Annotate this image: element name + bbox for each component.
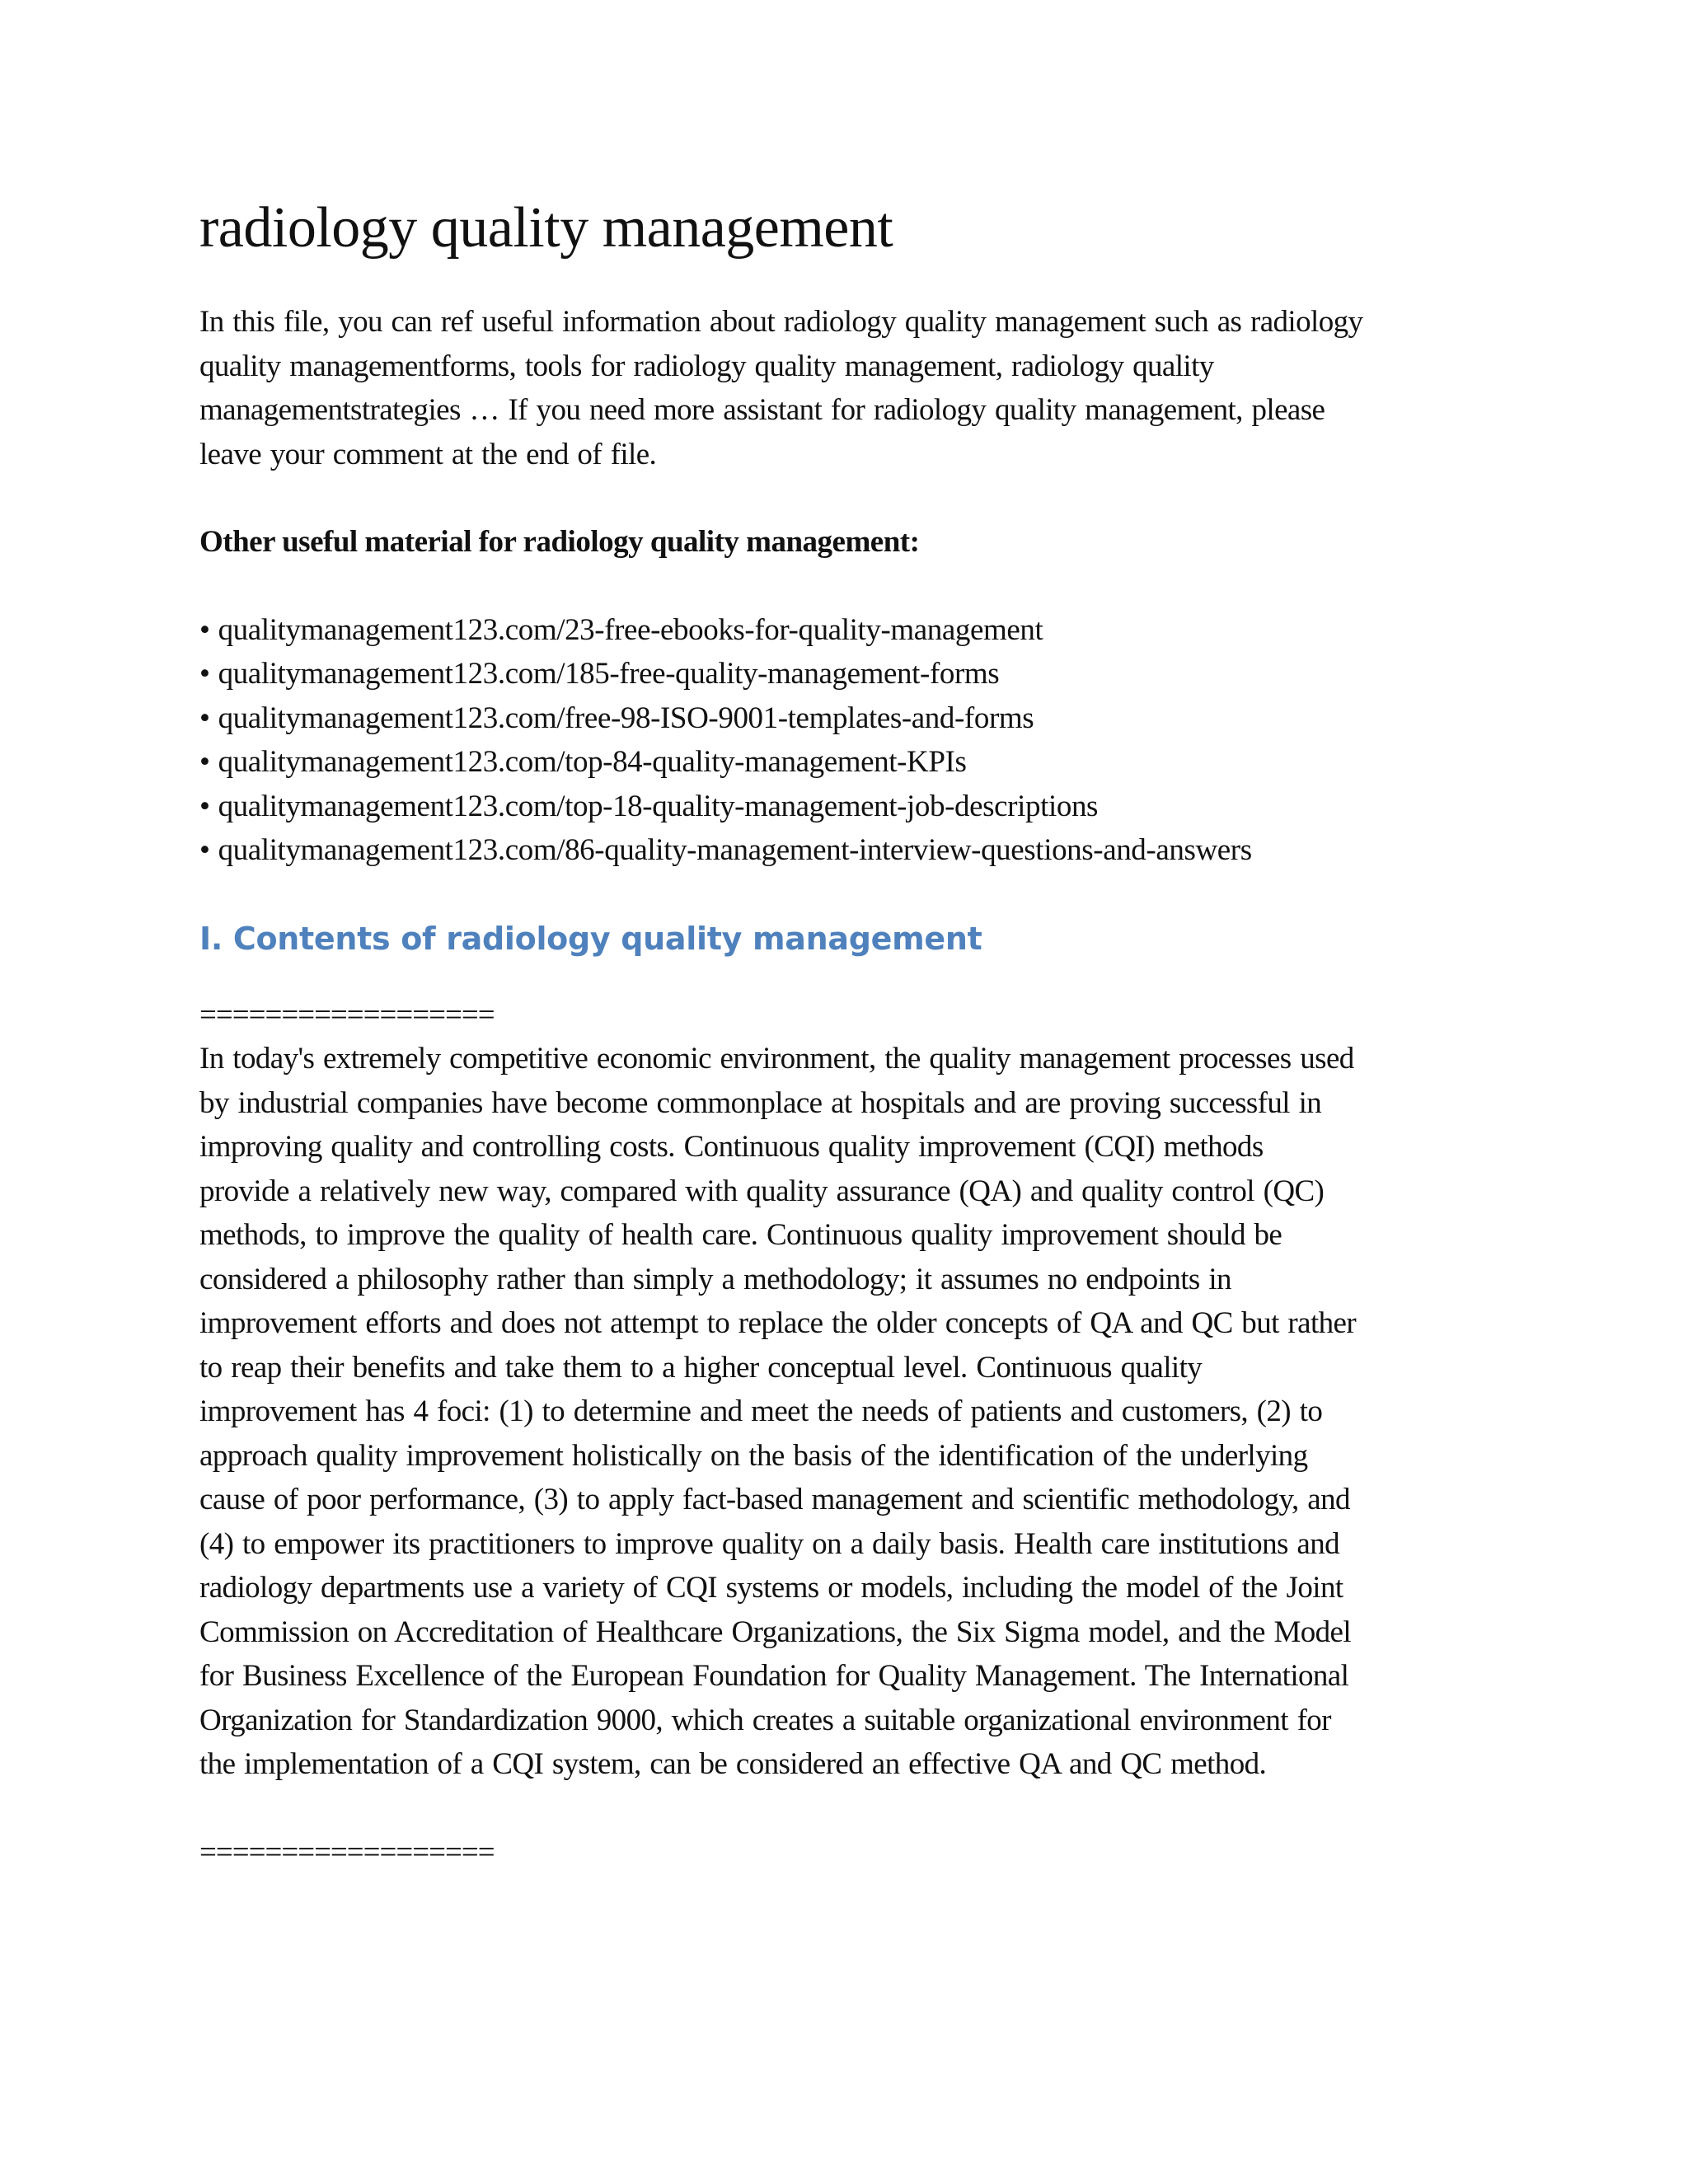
body-line: In today's extremely competitive economic environment, the quality management processes used [199,1042,1354,1076]
document-title: radiology quality management [199,196,893,260]
list-item[interactable] [199,652,1518,696]
list-item[interactable] [199,785,1518,829]
body-line: (4) to empower its practitioners to improve quality on a daily basis. Health care institutions and [199,1526,1340,1561]
link-text[interactable]: qualitymanagement123.com/free-98-ISO-9001-templates-and-forms [218,701,1034,735]
intro-line: quality managementforms, tools for radiology quality management, radiology quality [199,349,1214,383]
bullet-icon: • [199,657,210,691]
body-line: improvement efforts and does not attempt to replace the older concepts of QA and QC but rather [199,1306,1357,1340]
list-item[interactable] [199,696,1518,741]
body-line: to reap their benefits and take them to a higher conceptual level. Continuous quality [199,1350,1203,1385]
body-line: Organization for Standardization 9000, which creates a suitable organizational environment for [199,1703,1331,1737]
list-item[interactable] [199,608,1518,653]
link-text[interactable]: qualitymanagement123.com/top-18-quality-management-job-descriptions [218,789,1099,823]
body-line: for Business Excellence of the European Foundation for Quality Management. The International [199,1659,1349,1693]
intro-line: leave your comment at the end of file. [199,437,657,471]
body-line: improvement has 4 foci: (1) to determine and meet the needs of patients and customers, (2) to [199,1394,1323,1428]
body-line: provide a relatively new way, compared with quality assurance (QA) and quality control (QC) [199,1174,1325,1208]
bullet-icon: • [199,789,210,823]
document-content [199,191,1518,1874]
body-line: Commission on Accreditation of Healthcare Organizations, the Six Sigma model, and the Model [199,1615,1352,1649]
section-heading: I. Contents of radiology quality management [199,920,982,957]
other-material-heading: Other useful material for radiology quality management: [199,525,920,559]
list-item[interactable] [199,740,1518,785]
separator-bottom: ================== [199,1835,495,1869]
list-item[interactable] [199,828,1518,873]
bullet-icon: • [199,612,210,647]
intro-paragraph [199,300,1518,476]
bullet-icon: • [199,833,210,867]
body-line: improving quality and controlling costs. Continuous quality improvement (CQI) methods [199,1130,1264,1164]
bullet-icon: • [199,701,210,735]
body-line: radiology departments use a variety of CQI systems or models, including the model of the Joint [199,1571,1343,1605]
body-line: methods, to improve the quality of health care. Continuous quality improvement should be [199,1218,1282,1252]
body-line: considered a philosophy rather than simply a methodology; it assumes no endpoints in [199,1262,1231,1296]
bullet-icon: • [199,745,210,779]
body-line: approach quality improvement holistically on the basis of the identification of the underlying [199,1438,1308,1473]
link-text[interactable]: qualitymanagement123.com/top-84-quality-management-KPIs [218,745,967,779]
intro-line: managementstrategies … If you need more assistant for radiology quality management, please [199,393,1325,427]
link-text[interactable]: qualitymanagement123.com/86-quality-management-interview-questions-and-answers [218,833,1252,867]
useful-links-list [199,608,1518,873]
body-line: the implementation of a CQI system, can be considered an effective QA and QC method. [199,1747,1267,1781]
body-line: by industrial companies have become commonplace at hospitals and are proving successful in [199,1085,1322,1120]
link-text[interactable]: qualitymanagement123.com/185-free-quality-management-forms [218,657,1000,691]
separator-top: ================== [199,997,495,1032]
body-line: cause of poor performance, (3) to apply fact-based management and scientific methodology, and [199,1483,1350,1516]
body-paragraph [199,1037,1518,1787]
link-text[interactable]: qualitymanagement123.com/23-free-ebooks-for-quality-management [218,612,1043,647]
intro-line: In this file, you can ref useful information about radiology quality management such as radiology [199,305,1363,339]
